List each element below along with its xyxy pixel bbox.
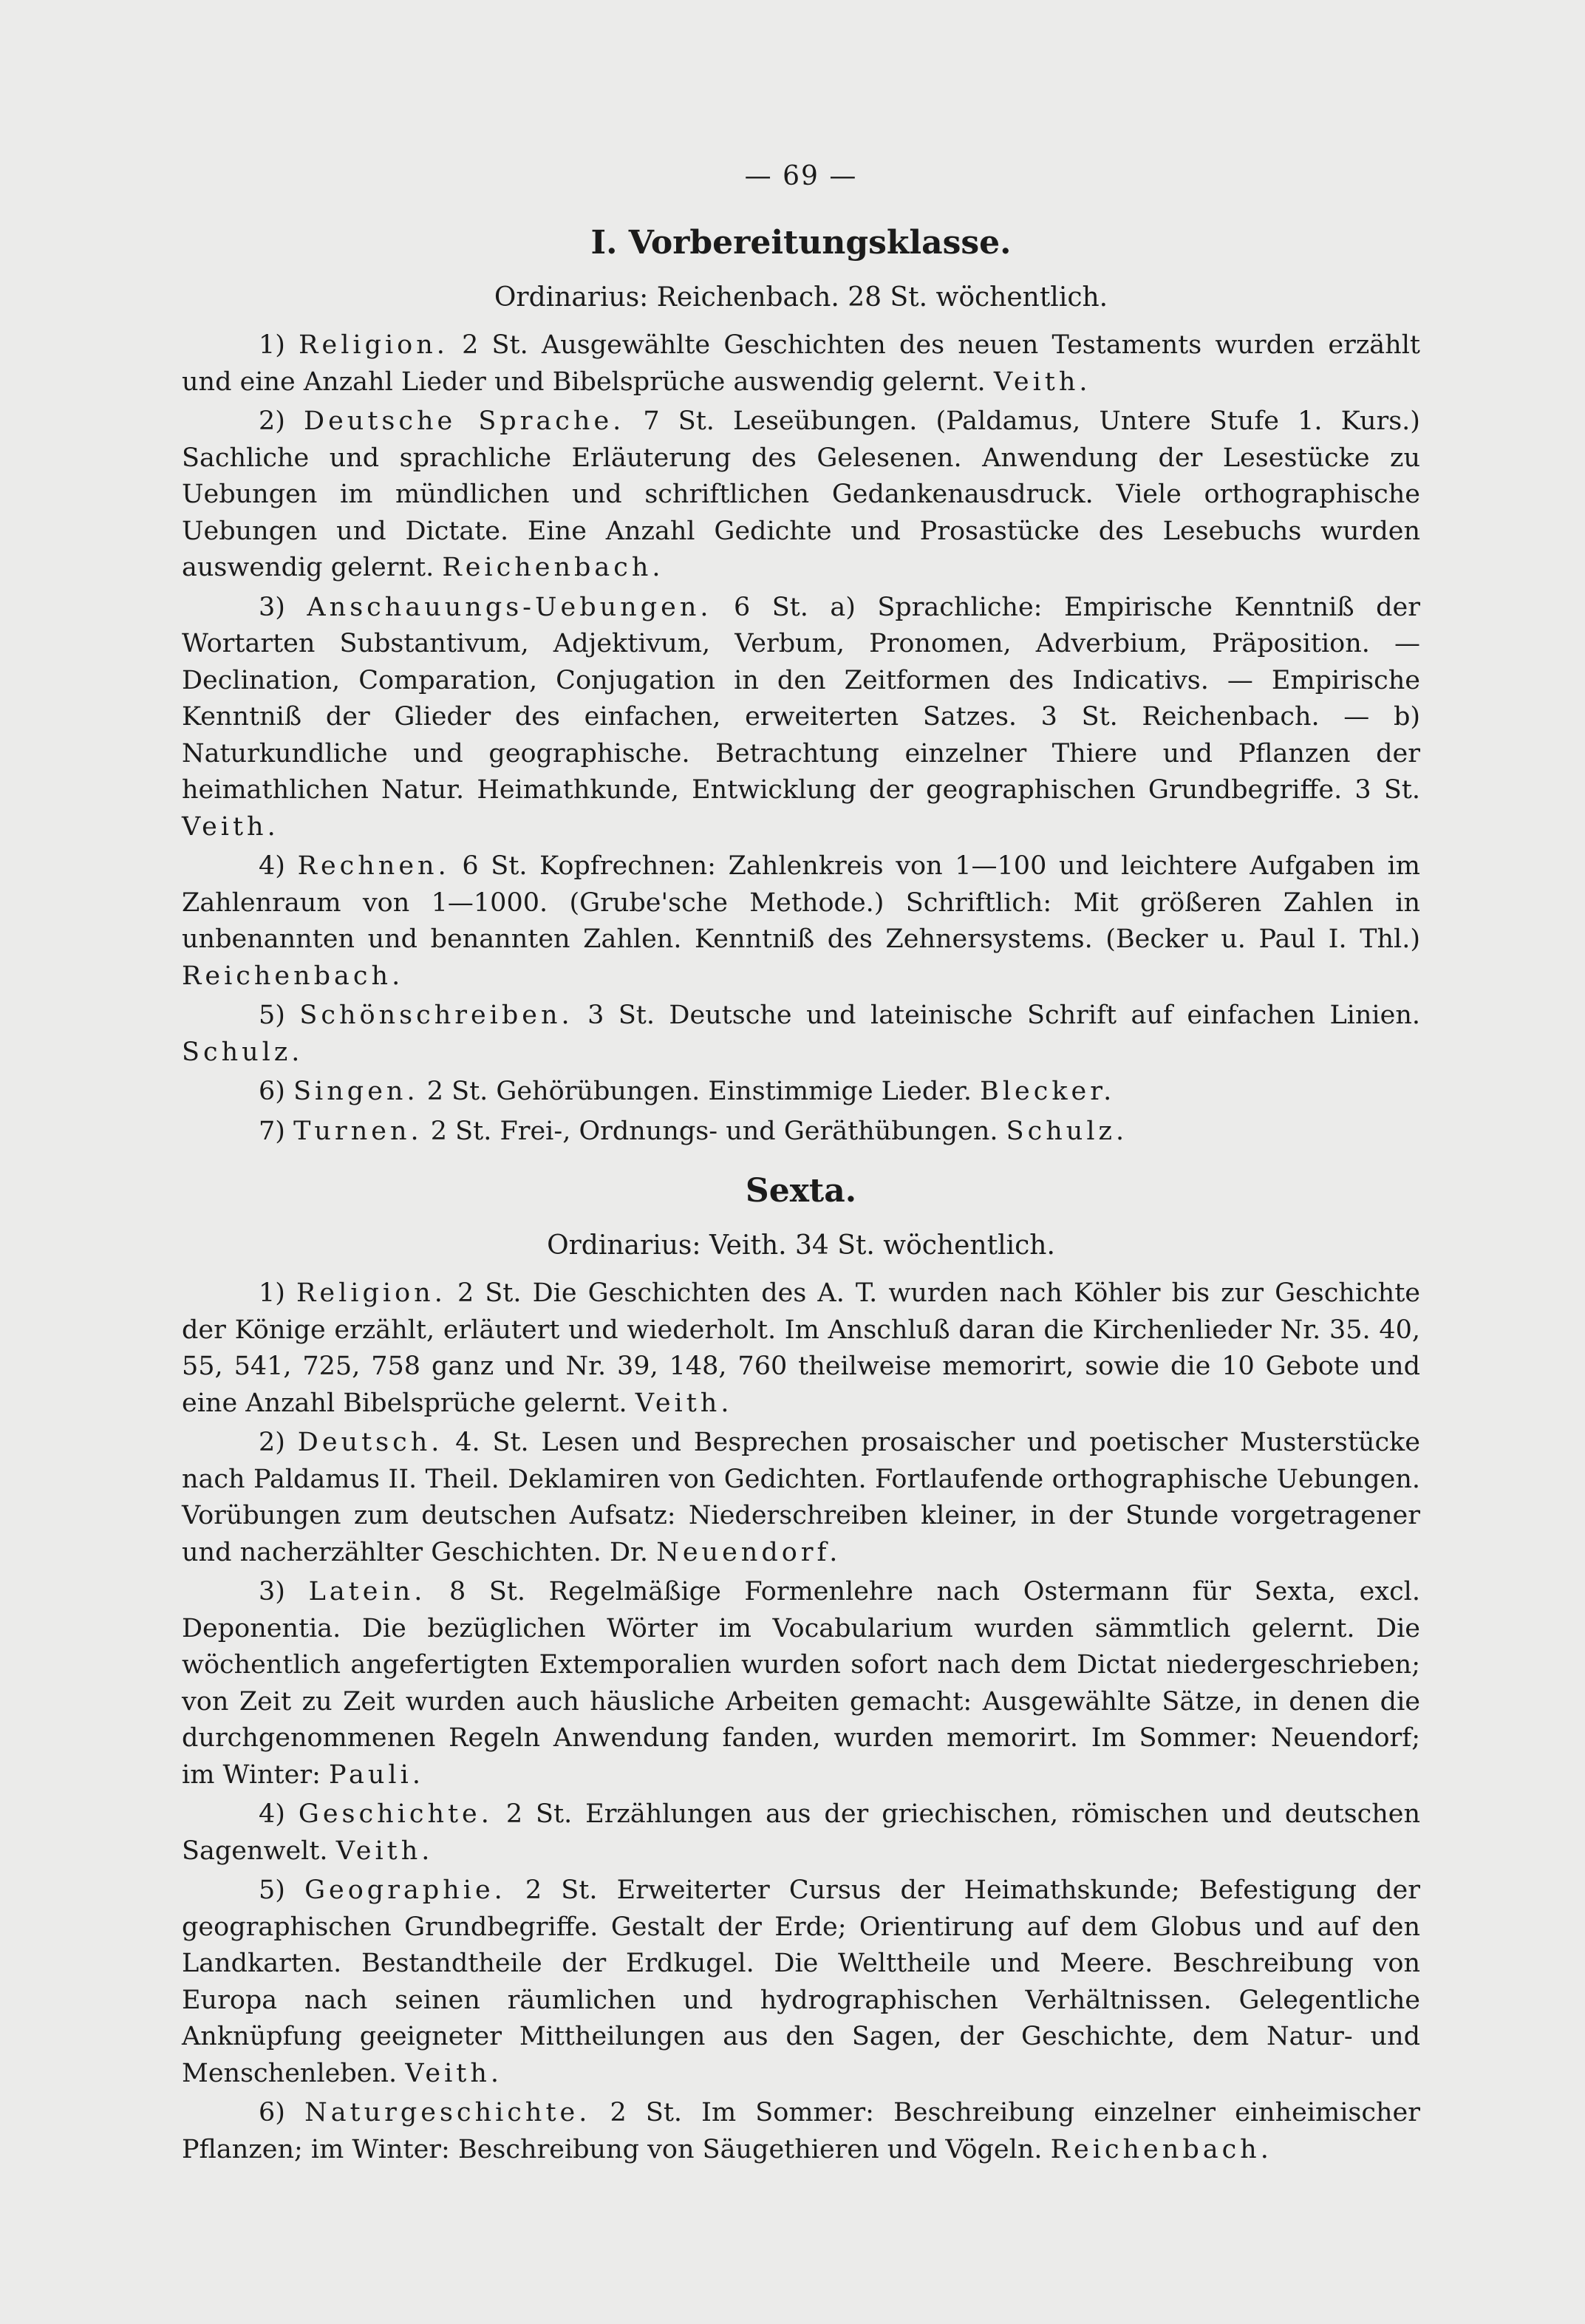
teacher-name: Schulz.	[1006, 1116, 1128, 1146]
subject-text: 2 St. Gehörübungen. Einstimmige Lieder.	[426, 1077, 972, 1106]
item-number: 6)	[259, 2098, 285, 2127]
subject-name: Naturgeschichte.	[304, 2098, 591, 2127]
page-content	[182, 161, 1420, 2171]
teacher-name: Veith.	[182, 811, 279, 842]
teacher-name: Schulz.	[182, 1037, 304, 1067]
item-number: 1)	[259, 1278, 285, 1308]
subject-name: Religion.	[299, 330, 449, 360]
section-heading-sexta: Sexta.	[745, 1172, 857, 1210]
subject-paragraph	[182, 2095, 1420, 2168]
subject-paragraph	[182, 1074, 1420, 1111]
subject-paragraph	[182, 848, 1420, 995]
subject-text: 4. St. Lesen und Besprechen prosaischer und poetischer Musterstücke nach Paldamus II. Theil. Deklamiren von Gedichten. Fortlaufende orthographische Uebungen. Vorübungen zum deutschen Aufsatz: Niederschreiben kleiner, in der Stunde vorgetragener und nacherzählter Geschichten. Dr.	[182, 1428, 1420, 1567]
subject-name: Singen.	[293, 1077, 419, 1106]
section-heading-vorbereitungsklasse: I. Vorbereitungsklasse.	[590, 224, 1012, 262]
subject-text: 2 St. Frei-, Ordnungs- und Geräthübungen.	[430, 1116, 998, 1146]
subject-text: 6 St. a) Sprachliche: Empirische Kenntniß der Wortarten Substantivum, Adjektivum, Verbum, Pronomen, Adverbium, Präposition. — Declination, Comparation, Conjugation in den Zeitformen des Indicativs. — Empirische Kenntniß der Glieder des einfachen, erweiterten Satzes. 3 St. Reichenbach. — b) Naturkundliche und geographische. Betrachtung einzelner Thiere und Pflanzen der heimathlichen Natur. Heimathkunde, Entwicklung der geographischen Grundbegriffe. 3 St.	[182, 592, 1420, 805]
subject-text: 2 St. Ausgewählte Geschichten des neuen Testaments wurden erzählt und eine Anzahl Lieder und Bibelsprüche auswendig gelernt.	[182, 330, 1420, 397]
subject-text: 2 St. Erweiterter Cursus der Heimathskunde; Befestigung der geographischen Grundbegriffe. Gestalt der Erde; Orientirung auf dem Globus und auf den Landkarten. Bestandtheile der Erdkugel. Die Welttheile und Meere. Beschreibung von Europa nach seinen räumlichen und hydrographischen Verhältnissen. Gelegentliche Anknüpfung geeigneter Mittheilungen aus den Sagen, der Geschichte, dem Natur- und Menschenleben.	[182, 1875, 1420, 2088]
teacher-name: Veith.	[335, 1836, 434, 1866]
section-spacer	[182, 1153, 1420, 1172]
page-number: — 69 —	[744, 161, 858, 191]
subject-name: Anschauungs-Uebungen.	[307, 592, 712, 622]
subject-name: Deutsch.	[297, 1428, 443, 1457]
subject-name: Deutsche Sprache.	[304, 406, 625, 436]
subject-text: 2 St. Im Sommer: Beschreibung einzelner einheimischer Pflanzen; im Winter: Beschreibung von Säugethieren und Vögeln.	[182, 2098, 1420, 2164]
teacher-name: Veith.	[635, 1388, 733, 1418]
subject-text: 8 St. Regelmäßige Formenlehre nach Ostermann für Sexta, excl. Deponentia. Die bezüglichen Wörter im Vocabularium wurden sämmtlich gelernt. Die wöchentlich angefertigten Extemporalien wurden sofort nach dem Dictat niedergeschrieben; von Zeit zu Zeit wurden auch häusliche Arbeiten gemacht: Ausgewählte Sätze, in denen die durchgenommenen Regeln Anwendung fanden, wurden memorirt. Im Sommer: Neuendorf; im Winter:	[182, 1577, 1420, 1790]
item-number: 2)	[259, 1428, 285, 1457]
teacher-name: Reichenbach.	[1050, 2134, 1272, 2164]
subject-paragraph	[182, 1574, 1420, 1793]
item-number: 3)	[259, 592, 285, 622]
subject-name: Schönschreiben.	[299, 1001, 573, 1030]
teacher-name: Reichenbach.	[442, 553, 664, 582]
subject-name: Religion.	[296, 1278, 446, 1308]
subject-text: 7 St. Leseübungen. (Paldamus, Untere Stufe 1. Kurs.) Sachliche und sprachliche Erläuterung des Gelesenen. Anwendung der Lesestücke zu Uebungen im mündlichen und schriftlichen Gedankenausdruck. Viele orthographische Uebungen und Dictate. Eine Anzahl Gedichte und Prosastücke des Lesebuchs wurden auswendig gelernt.	[182, 406, 1420, 582]
item-number: 1)	[259, 330, 285, 360]
subject-paragraph	[182, 998, 1420, 1071]
teacher-name: Blecker.	[980, 1077, 1116, 1106]
item-number: 4)	[259, 851, 285, 881]
item-number: 5)	[259, 1875, 285, 1905]
teacher-name: Neuendorf.	[656, 1537, 842, 1567]
subject-text: 3 St. Deutsche und lateinische Schrift auf einfachen Linien.	[587, 1001, 1420, 1030]
teacher-name: Reichenbach.	[182, 961, 404, 991]
subject-name: Latein.	[308, 1577, 426, 1606]
subject-paragraph	[182, 1425, 1420, 1571]
subject-paragraph	[182, 403, 1420, 587]
item-number: 3)	[259, 1577, 285, 1606]
teacher-name: Veith.	[993, 367, 1091, 397]
subject-paragraph	[182, 590, 1420, 846]
subject-name: Geographie.	[304, 1875, 506, 1905]
ordinarius-line: Ordinarius: Reichenbach. 28 St. wöchentlich.	[494, 282, 1108, 313]
item-number: 7)	[259, 1116, 285, 1146]
item-number: 6)	[259, 1077, 285, 1106]
ordinarius-line: Ordinarius: Veith. 34 St. wöchentlich.	[547, 1230, 1055, 1261]
subject-paragraph	[182, 327, 1420, 401]
subject-paragraph	[182, 1796, 1420, 1870]
item-number: 5)	[259, 1001, 285, 1030]
subject-text: 6 St. Kopfrechnen: Zahlenkreis von 1—100 und leichtere Aufgaben im Zahlenraum von 1—1000. (Grube'sche Methode.) Schriftlich: Mit größeren Zahlen in unbenannten und benannten Zahlen. Kenntniß des Zehnersystems. (Becker u. Paul I. Thl.)	[182, 851, 1420, 954]
teacher-name: Pauli.	[329, 1759, 424, 1790]
subject-text: 2 St. Erzählungen aus der griechischen, römischen und deutschen Sagenwelt.	[182, 1799, 1420, 1866]
teacher-name: Veith.	[405, 2058, 502, 2088]
subject-name: Rechnen.	[297, 851, 450, 881]
subject-name: Turnen.	[293, 1116, 423, 1146]
subject-name: Geschichte.	[298, 1799, 493, 1829]
subject-paragraph	[182, 1873, 1420, 2092]
subject-text: 2 St. Die Geschichten des A. T. wurden nach Köhler bis zur Geschichte der Könige erzählt, erläutert und wiederholt. Im Anschluß daran die Kirchenlieder Nr. 35. 40, 55, 541, 725, 758 ganz und Nr. 39, 148, 760 theilweise memorirt, sowie die 10 Gebote und eine Anzahl Bibelsprüche gelernt.	[182, 1278, 1420, 1418]
item-number: 2)	[259, 406, 285, 436]
subject-paragraph	[182, 1275, 1420, 1422]
subject-paragraph	[182, 1114, 1420, 1151]
item-number: 4)	[259, 1799, 285, 1829]
